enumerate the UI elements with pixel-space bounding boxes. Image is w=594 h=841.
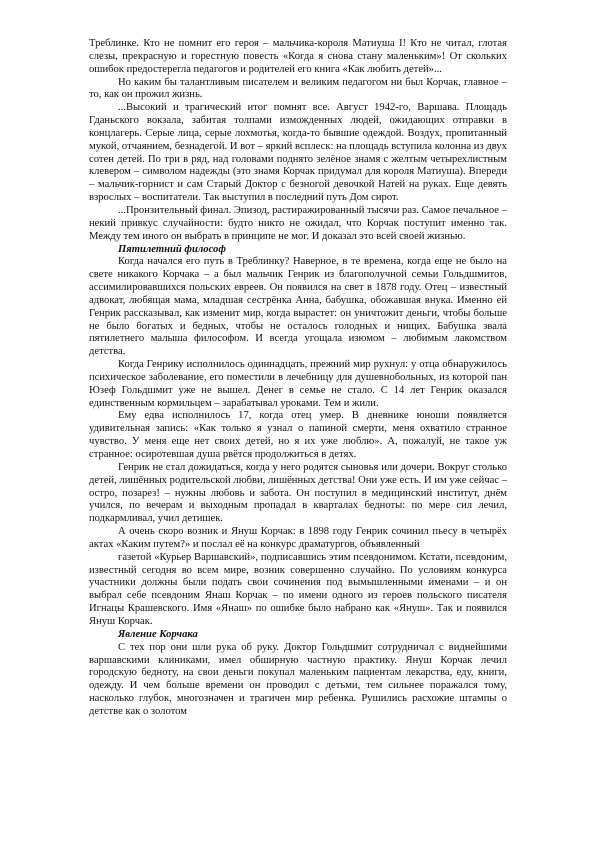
paragraph-5: Когда начался его путь в Треблинку? Наверное, в те времена, когда еще не было на свете никакого Корчака – а был мальчик Генрик из благополучной семьи Гольдшмитов, ассимилировавшихся польских евреев. Он появился на свет в 1878 году. Отец – известный адвокат, любящая мама, младшая сестрёнка Анна, бабушка, обожавшая внука. Именно ей Генрик рассказывал, как изменит мир, когда вырастет: он уничтожит деньги, чтобы больше не было богатых и бедных, чтобы не осталось голодных и нищих. Бабушка звала пятилетнего малыша философом. И всегда угощала изюмом – любимым лакомством детства. (89, 256, 507, 358)
paragraph-8: Генрик не стал дожидаться, когда у него родятся сыновья или дочери. Вокруг столько детей, лишённых родительской любви, лишённых детства! Они уже есть. И им уже сейчас – остро, позарез! – нужны любовь и забота. Он поступил в медицинский институт, днём учился, по вечерам и выходным пропадал в кварталах бедноты: по мере сил лечил, подкармливал, учил детишек. (89, 461, 507, 525)
paragraph-7: Ему едва исполнилось 17, когда отец умер. В дневнике юноши появляется удивительная запись: «Как только я узнал о папиной смерти, меня охватило странное чувство. У меня еще нет своих детей, но я их уже люблю». А, пожалуй, не такое уж странное: осиротевшая душа рвётся продолжиться в детях. (89, 410, 507, 460)
paragraph-4: ...Пронзительный финал. Эпизод, растиражированный тысячи раз. Самое печальное – некий привкус случайности: будто никто не ожидал, что Корчак поступит именно так. Между тем иного он выбрать в принципе не мог. И доказал это всей своей жизнью. (89, 204, 507, 242)
document-page (89, 38, 507, 719)
paragraph-11: С тех пор они шли рука об руку. Доктор Гольдшмит сотрудничал с виднейшими варшавскими клиниками, имел обширную частную практику. Януш Корчак лечил городскую бедноту, на свои деньги покупал маленьким пациентам лекарства, еду, книги, одежду. И чем больше времени он проводил с детьми, тем сильнее поражался тому, насколько глубок, многозначен и трагичен мир ребенка. Рушились расхожие штампы о детстве как о золотом (89, 641, 507, 717)
paragraph-10: газетой «Курьер Варшавский», подписавшись этим псевдонимом. Кстати, псевдоним, известный сегодня во всем мире, возник совершенно случайно. По условиям конкурса участники должны были подать свои сочинения под вымышленными именами – и он выбрал себе псевдоним Янаш Корчак – по имени одного из героев польского писателя Игнацы Крашевского. Имя «Янаш» по ошибке было набрано как «Януш». Так и появился Януш Корчак. (89, 551, 507, 627)
section-heading-philosopher: Пятилетний философ (118, 243, 226, 255)
paragraph-9: А очень скоро возник и Януш Корчак: в 1898 году Генрик сочинил пьесу в четырёх актах «Каким путем?» и послал её на конкурс драматургов, объявленный (89, 526, 507, 550)
paragraph-1: Треблинке. Кто не помнит его героя – мальчика-короля Матиуша I! Кто не читал, глотая слезы, прекрасную и горестную повесть «Когда я снова стану маленьким»! От скольких ошибок предостерегла педагогов и родителей его книга «Как любить детей»... (89, 38, 507, 75)
paragraph-2: Но каким бы талантливым писателем и великим педагогом ни был Корчак, главное – то, как он прожил жизнь. (89, 76, 507, 101)
section-heading-korczak: Явление Корчака (118, 628, 198, 640)
paragraph-3: ...Высокий и трагический итог помнят все. Август 1942-го, Варшава. Площадь Гданьского вокзала, забитая толпами изможденных людей, ожидающих отправки в концлагерь. Серые лица, серые лохмотья, когда-то бывшие одеждой. Воздух, пропитанный мукой, отчаянием, безнадегой. И вот – яркий всплеск: на площадь вступила колонна из двух сотен детей. По три в ряд, над головами поднято зелёное знамя с желтым четырехлистным клевером – символом надежды (это знамя Корчак придумал для короля Матиуша). Впереди – мальчик-горнист и сам Старый Доктор с безногой девочкой Натей на руках. Еще девять взрослых – воспитатели. Так выступил в последний путь Дом сирот. (89, 102, 507, 204)
paragraph-6: Когда Генрику исполнилось одиннадцать, прежний мир рухнул: у отца обнаружилось психическое заболевание, его поместили в лечебницу для душевнобольных, из которой пан Юзеф Гольдшмит уже не вышел. Денег в семье не стало. С 14 лет Генрик оказался единственным кормильцем – зарабатывал уроками. Тем и жили. (89, 359, 507, 409)
